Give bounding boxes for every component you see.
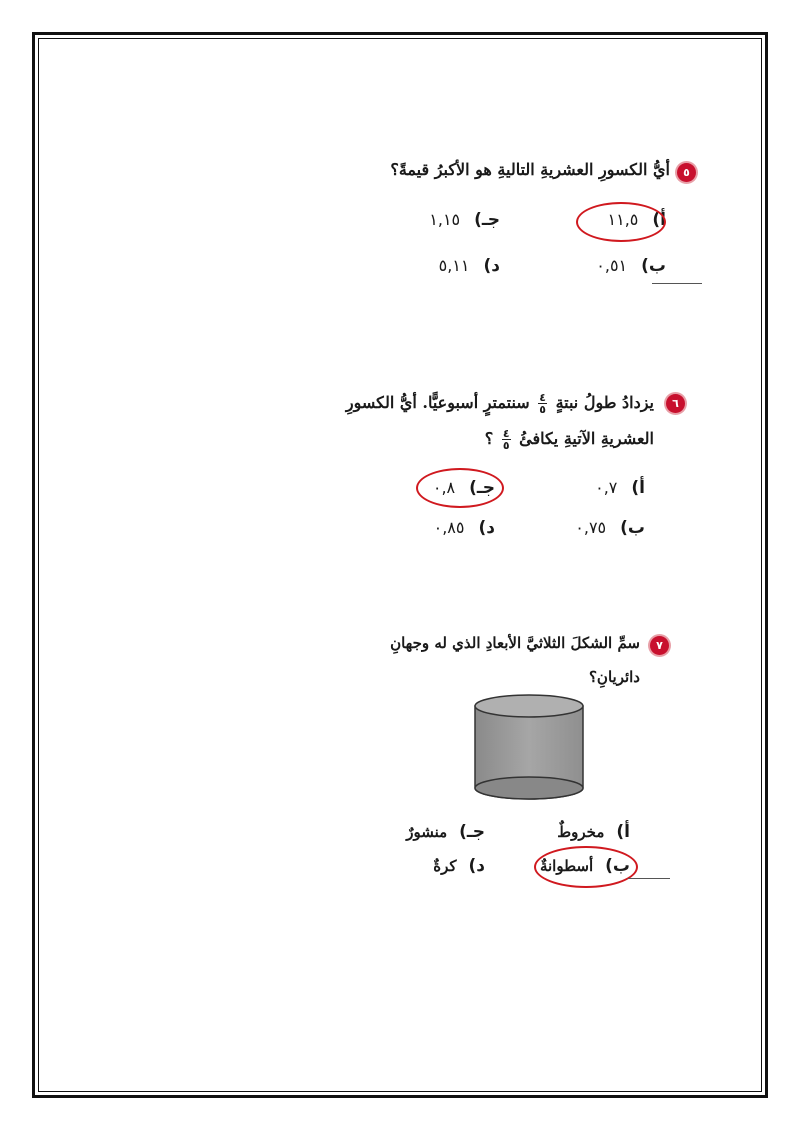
answer-circle-mark bbox=[534, 846, 638, 888]
option-letter: أ) bbox=[616, 822, 630, 842]
option-value: منشورٌ bbox=[406, 823, 448, 841]
option-value: ١١,٥ bbox=[607, 210, 639, 229]
cylinder-figure bbox=[470, 690, 588, 806]
option-value: ٠,٨ bbox=[432, 478, 456, 497]
question-text-line-2 bbox=[485, 428, 654, 451]
underline-rule bbox=[628, 878, 670, 879]
question-text-part: ؟ bbox=[484, 429, 494, 448]
question-text-line-1 bbox=[346, 392, 654, 415]
option-b[interactable] bbox=[575, 518, 645, 538]
option-b[interactable] bbox=[596, 256, 666, 276]
question-number-badge: ٧ bbox=[650, 636, 669, 655]
option-letter: د) bbox=[468, 856, 485, 876]
underline-rule bbox=[652, 283, 702, 284]
fraction-denominator: ٥ bbox=[539, 403, 546, 416]
question-text-part: العشريةِ الآتيةِ يكافئُ bbox=[519, 429, 654, 448]
option-value: كرةٌ bbox=[433, 857, 457, 875]
answer-circle-mark bbox=[416, 468, 504, 508]
fraction bbox=[502, 428, 511, 451]
question-number-badge: ٦ bbox=[666, 394, 685, 413]
page-border-inner bbox=[38, 38, 762, 1092]
fraction-numerator: ٤ bbox=[539, 391, 546, 404]
option-value: ١,١٥ bbox=[429, 210, 461, 229]
option-value: ٠,٨٥ bbox=[433, 518, 465, 537]
option-letter: ب) bbox=[620, 518, 645, 538]
option-letter: جـ) bbox=[469, 478, 495, 498]
option-value: ٠,٧٥ bbox=[575, 518, 607, 537]
option-a[interactable] bbox=[595, 478, 645, 498]
question-text-line-1: سمِّ الشكلَ الثلاثيَّ الأبعادِ الذي له وجهانِ bbox=[390, 634, 640, 652]
fraction-numerator: ٤ bbox=[502, 427, 510, 440]
option-value: مخروطٌ bbox=[557, 823, 605, 841]
option-value: ٠,٧ bbox=[595, 478, 618, 497]
option-letter: أ) bbox=[631, 478, 645, 498]
option-letter: جـ) bbox=[459, 822, 485, 842]
fraction bbox=[538, 392, 547, 415]
option-value: أسطوانةٌ bbox=[539, 857, 594, 875]
option-letter: د) bbox=[478, 518, 495, 538]
option-letter: جـ) bbox=[474, 210, 500, 230]
option-letter: ب) bbox=[605, 856, 630, 876]
option-value: ٥,١١ bbox=[438, 256, 470, 275]
option-letter: د) bbox=[483, 256, 500, 276]
question-text-line-2: دائريانِ؟ bbox=[588, 668, 640, 686]
option-d[interactable] bbox=[439, 256, 500, 276]
question-text-part: سنتمترٍ أسبوعيًّا. أيُّ الكسورِ bbox=[345, 393, 530, 412]
option-letter: ب) bbox=[641, 256, 666, 276]
question-text-part: يزدادُ طولُ نبتةٍ bbox=[555, 393, 654, 412]
option-d[interactable] bbox=[434, 518, 495, 538]
option-a[interactable] bbox=[557, 822, 630, 842]
option-letter: أ) bbox=[652, 210, 666, 230]
option-d[interactable] bbox=[433, 856, 485, 876]
answer-circle-mark bbox=[576, 202, 666, 242]
option-value: ٠,٥١ bbox=[596, 256, 628, 275]
option-c[interactable] bbox=[429, 210, 500, 230]
question-text: أيُّ الكسورِ العشريةِ التاليةِ هو الأكبرُ قيمةً؟ bbox=[390, 160, 670, 179]
question-number-badge: ٥ bbox=[677, 163, 696, 182]
fraction-denominator: ٥ bbox=[502, 439, 510, 452]
option-c[interactable] bbox=[406, 822, 485, 842]
